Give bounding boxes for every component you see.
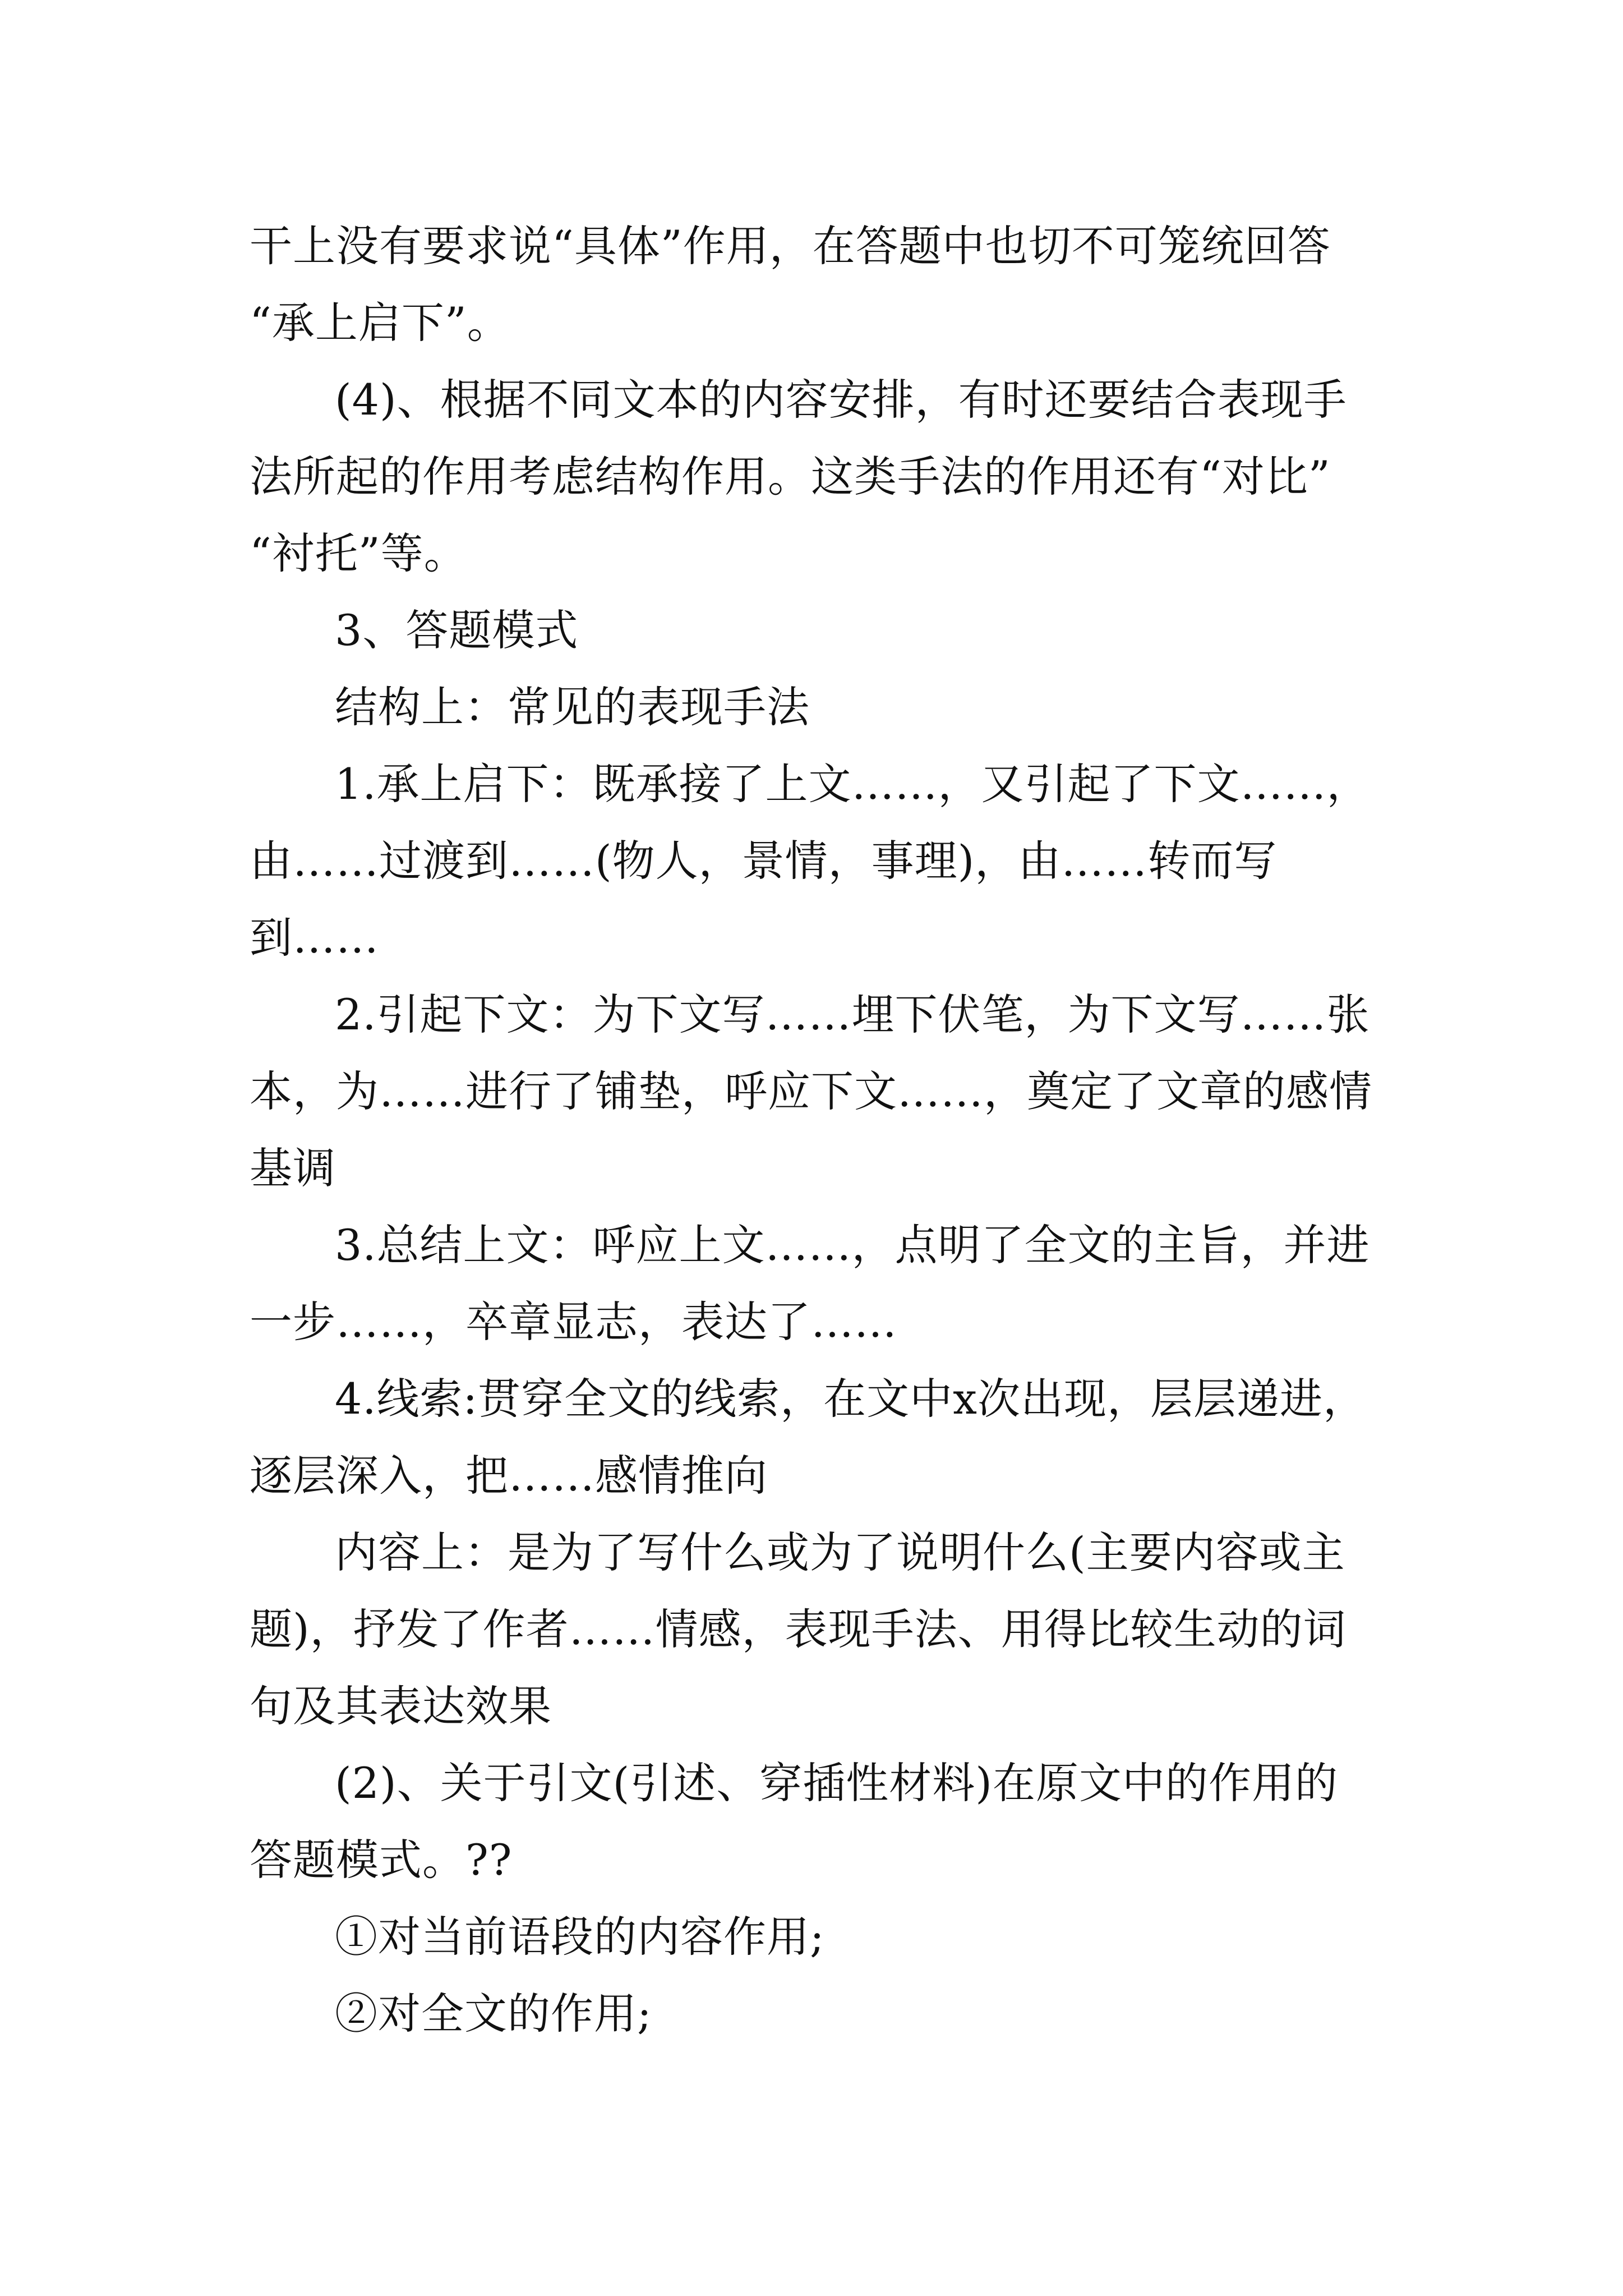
text-line: 内容上：是为了写什么或为了说明什么(主要内容或主 xyxy=(335,1527,1345,1577)
document-body xyxy=(250,208,1382,2052)
text-line: 干上没有要求说“具体”作用，在答题中也切不可笼统回答 xyxy=(250,221,1331,271)
text-line: (4)、根据不同文本的内容安排，有时还要结合表现手 xyxy=(335,375,1347,425)
text-line: (2)、关于引文(引述、穿插性材料)在原文中的作用的 xyxy=(335,1758,1338,1808)
text-line: 2.引起下文：为下文写……埋下伏笔，为下文写……张 xyxy=(335,990,1370,1039)
text-line: 3、答题模式 xyxy=(335,605,579,655)
paragraph xyxy=(250,1745,1382,1898)
text-line: 3.总结上文：呼应上文……，点明了全文的主旨，并进 xyxy=(335,1220,1370,1270)
paragraph xyxy=(250,976,1382,1207)
paragraph xyxy=(250,669,1382,746)
text-line: 到…… xyxy=(250,913,379,963)
paragraph xyxy=(250,1360,1382,1514)
text-line: 题)，抒发了作者……情感，表现手法、用得比较生动的词 xyxy=(250,1604,1347,1654)
paragraph xyxy=(250,208,1382,361)
text-line: 1.承上启下：既承接了上文……，又引起了下文……， xyxy=(335,759,1370,809)
paragraph xyxy=(250,1207,1382,1360)
text-line: “承上启下”。 xyxy=(250,298,510,348)
text-line: 逐层深入，把……感情推向 xyxy=(250,1451,768,1501)
text-line: 法所起的作用考虑结构作用。这类手法的作用还有“对比” xyxy=(250,452,1331,501)
text-line: 答题模式。?? xyxy=(250,1835,513,1885)
text-line: 句及其表达效果 xyxy=(250,1681,552,1731)
text-line: 4.线索:贯穿全文的线索，在文中x次出现，层层递进， xyxy=(335,1374,1366,1424)
paragraph xyxy=(250,361,1382,592)
text-line: “衬托”等。 xyxy=(250,528,467,578)
text-line: 一步……，卒章显志，表达了…… xyxy=(250,1297,897,1347)
paragraph xyxy=(250,1898,1382,1975)
text-line: 由……过渡到……(物人，景情，事理)，由……转而写 xyxy=(250,836,1278,886)
paragraph xyxy=(250,592,1382,669)
text-line: ②对全文的作用; xyxy=(335,1989,652,2039)
paragraph xyxy=(250,1514,1382,1745)
text-line: 结构上：常见的表现手法 xyxy=(335,682,810,732)
text-line: ①对当前语段的内容作用; xyxy=(335,1912,825,1962)
text-line: 本，为……进行了铺垫，呼应下文……，奠定了文章的感情 xyxy=(250,1066,1372,1116)
paragraph xyxy=(250,746,1382,976)
paragraph xyxy=(250,1975,1382,2052)
text-line: 基调 xyxy=(250,1143,336,1193)
